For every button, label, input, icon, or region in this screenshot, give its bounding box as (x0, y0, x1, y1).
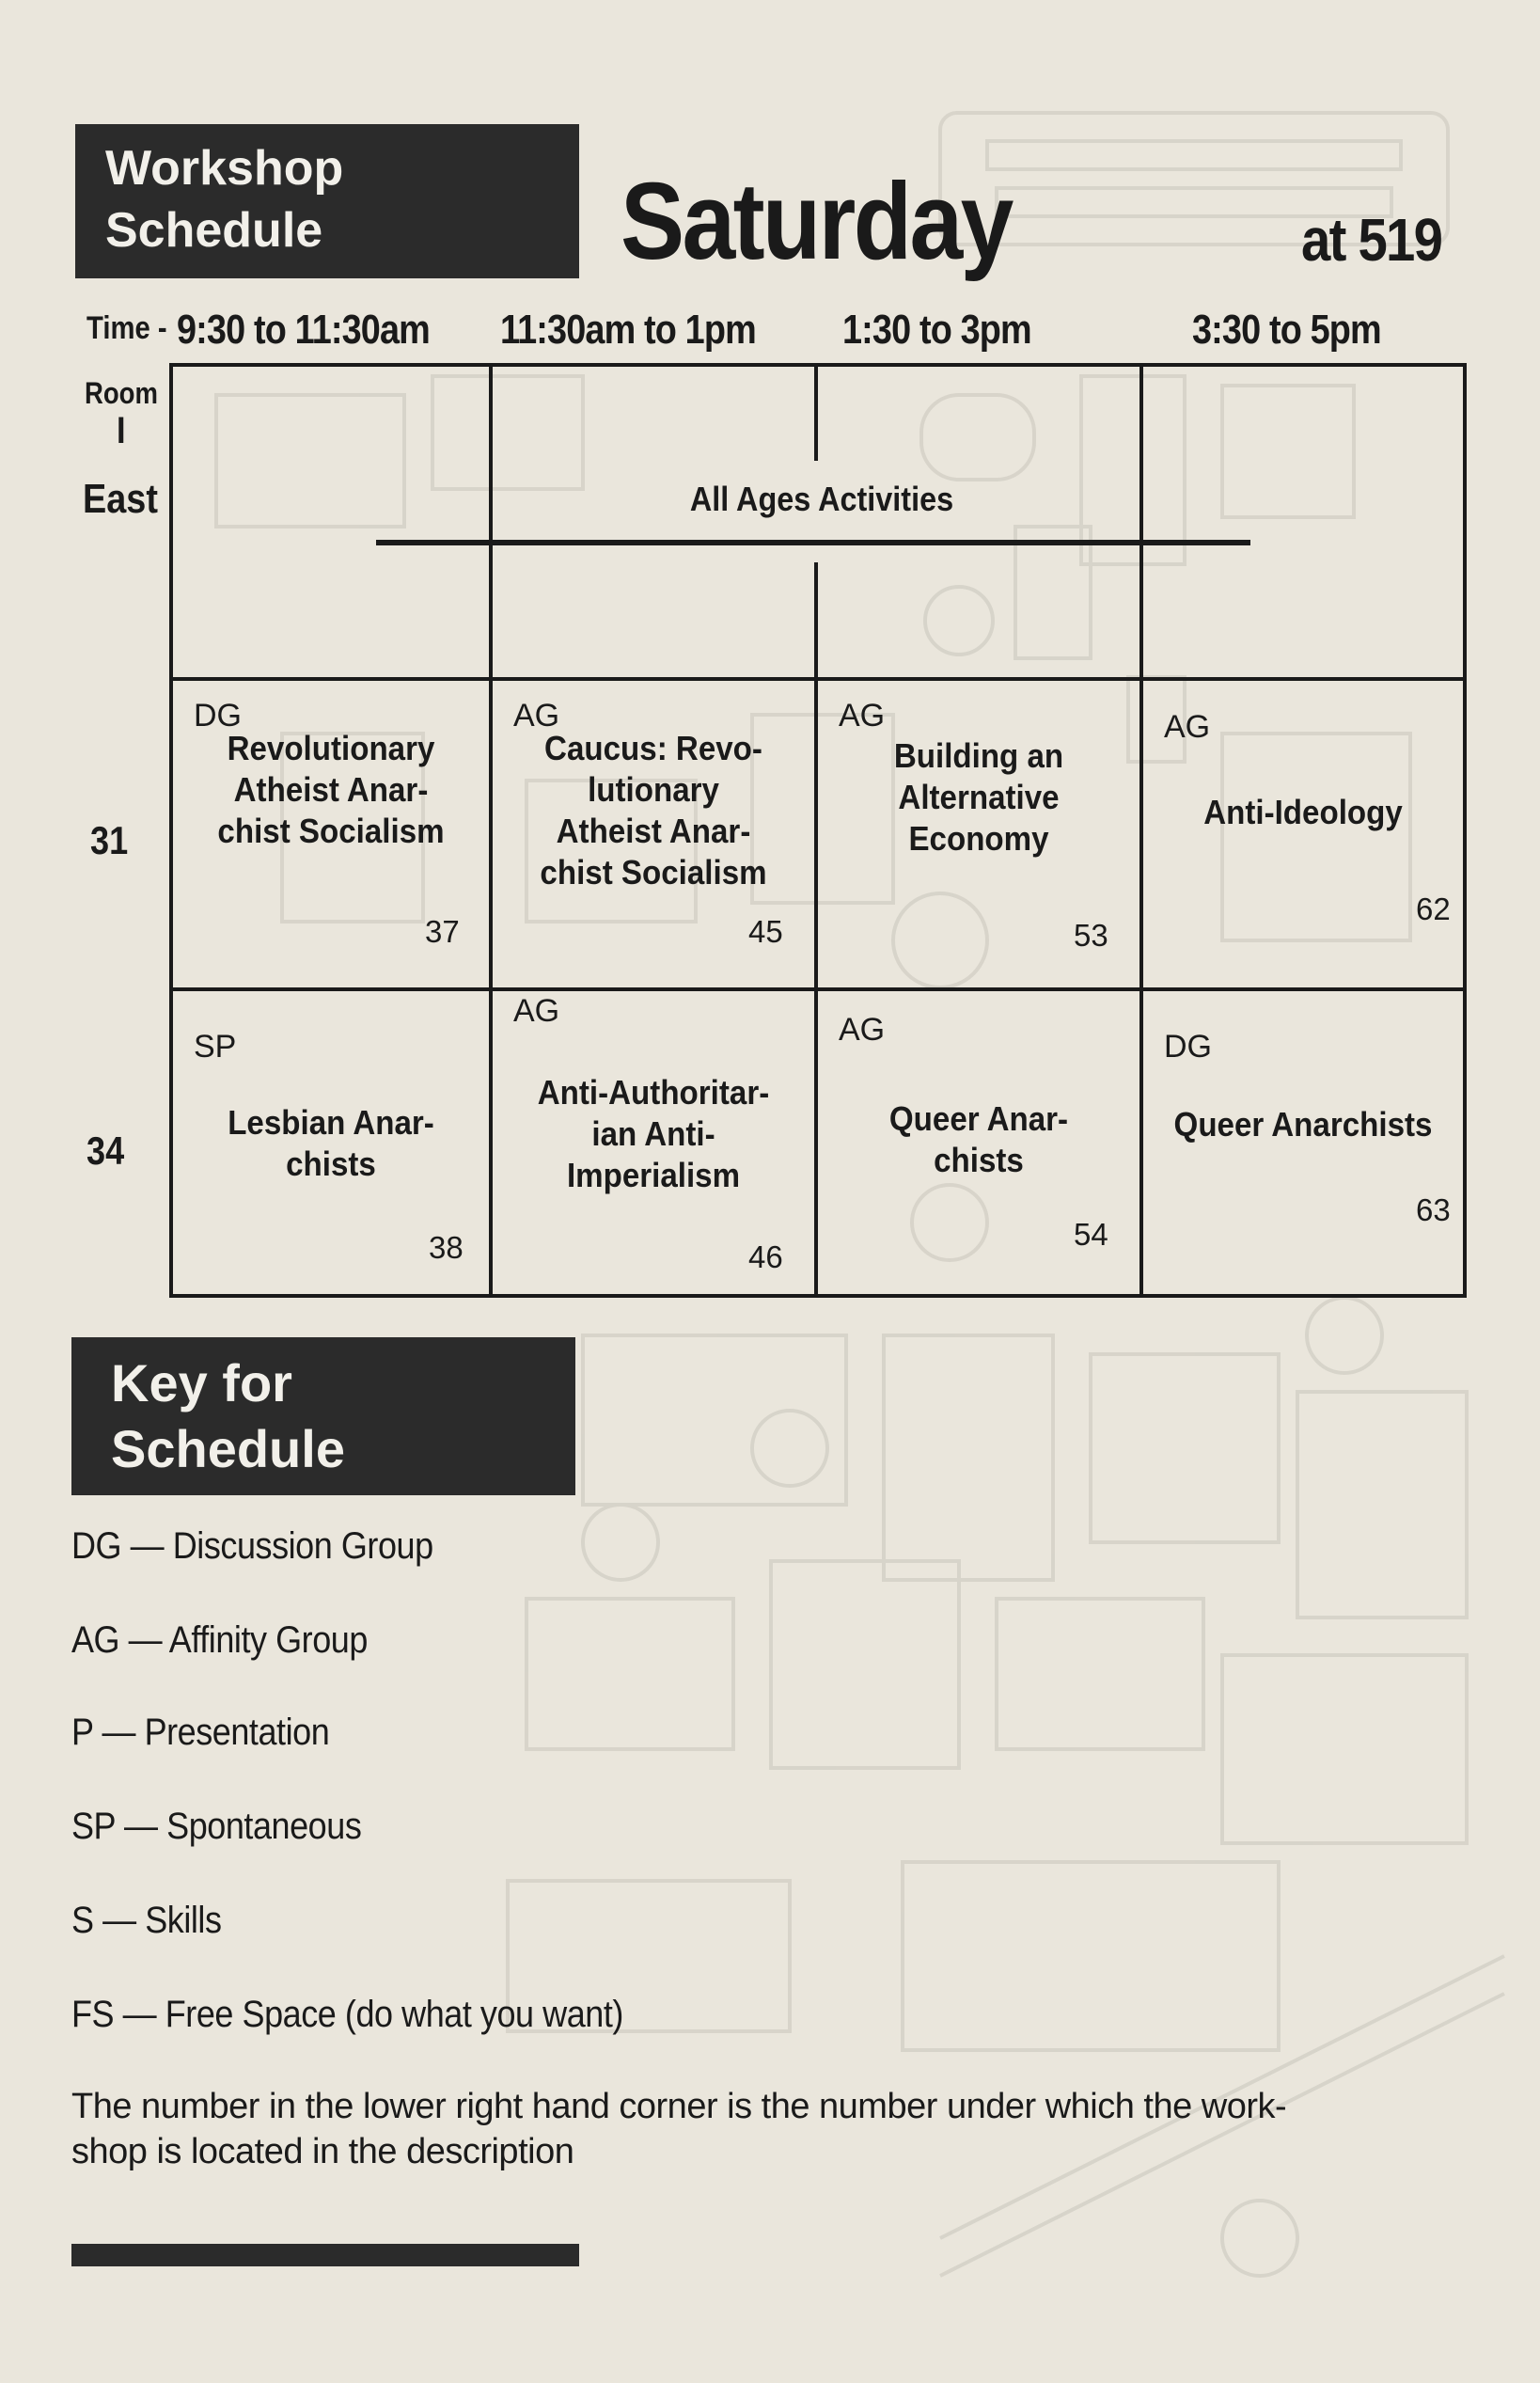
heading-line-2: Schedule (105, 203, 323, 258)
workshop-type: SP (194, 1029, 237, 1065)
workshop-number: 46 (748, 1239, 783, 1274)
workshop-cell (493, 681, 814, 987)
key-item-ag: AG — Affinity Group (71, 1619, 368, 1661)
title-line: ian Anti- (591, 1114, 715, 1153)
workshop-cell (818, 991, 1139, 1294)
venue-label: at 519 (1301, 206, 1442, 274)
key-for-schedule-heading (71, 1337, 575, 1495)
title-line: Alternative (898, 778, 1060, 816)
time-slot-1: 9:30 to 11:30am (177, 307, 430, 353)
workshop-cell (1143, 991, 1463, 1294)
workshop-type: AG (1164, 709, 1211, 745)
room-label-word: Room (85, 376, 158, 410)
room-label-numeral: I (117, 410, 126, 451)
workshop-title (185, 1102, 476, 1185)
grid-divider (814, 367, 818, 461)
workshop-type: AG (839, 698, 886, 734)
workshop-type: DG (194, 698, 242, 734)
key-item-p: P — Presentation (71, 1712, 330, 1753)
title-line: Building an (893, 736, 1064, 775)
workshop-type: DG (1164, 1029, 1212, 1065)
workshop-type: AG (513, 698, 560, 734)
workshop-number: 37 (425, 914, 460, 949)
workshop-cell (173, 681, 489, 987)
schedule-grid (169, 363, 1467, 1298)
key-item-dg: DG — Discussion Group (71, 1525, 433, 1567)
time-slot-3: 1:30 to 3pm (842, 307, 1031, 353)
title-line: Atheist Anar- (233, 770, 429, 809)
workshop-title (831, 1098, 1127, 1181)
title-line: Anti-Ideology (1203, 793, 1403, 831)
title-line: chist Socialism (217, 812, 445, 850)
workshop-cell (1143, 681, 1463, 987)
workshop-number: 54 (1074, 1217, 1108, 1252)
workshop-number: 53 (1074, 918, 1108, 953)
title-line: chists (286, 1144, 376, 1183)
note-line: The number in the lower right hand corner is the number under which the work- (71, 2087, 1287, 2126)
key-heading-line-2: Schedule (111, 1419, 345, 1478)
key-item-s: S — Skills (71, 1900, 222, 1941)
title-line: chist Socialism (540, 853, 767, 892)
workshop-number: 38 (429, 1230, 464, 1265)
workshop-title (185, 728, 476, 852)
title-line: Imperialism (566, 1156, 741, 1194)
workshop-cell (173, 991, 489, 1294)
title-line: Caucus: Revo- (544, 729, 762, 767)
workshop-title (831, 735, 1127, 860)
time-slot-4: 3:30 to 5pm (1192, 307, 1381, 353)
key-note (71, 2084, 1463, 2174)
time-slot-2: 11:30am to 1pm (500, 307, 756, 353)
workshop-title (1156, 1104, 1451, 1145)
all-ages-span-line (376, 540, 1250, 545)
note-line: shop is located in the description (71, 2132, 574, 2171)
workshop-title (506, 1072, 802, 1196)
workshop-type: AG (513, 993, 560, 1029)
all-ages-activities: All Ages Activities (689, 480, 954, 518)
workshop-schedule-heading (75, 124, 579, 278)
workshop-number: 45 (748, 914, 783, 949)
title-line: Revolutionary (227, 729, 435, 767)
time-label: Time - (86, 310, 167, 346)
title-line: Queer Anar- (888, 1099, 1069, 1138)
workshop-cell (493, 991, 814, 1294)
workshop-title (506, 728, 802, 893)
day-title: Saturday (621, 160, 1012, 282)
title-line: Anti-Authoritar- (537, 1073, 770, 1112)
title-line: Lesbian Anar- (228, 1103, 434, 1142)
key-heading-line-1: Key for (111, 1353, 292, 1412)
workshop-number: 63 (1416, 1192, 1451, 1227)
workshop-title (1156, 792, 1451, 833)
room-label-31: 31 (90, 818, 129, 862)
title-line: Queer Anarchists (1173, 1105, 1433, 1144)
title-line: Atheist Anar- (556, 812, 751, 850)
key-item-sp: SP — Spontaneous (71, 1806, 362, 1847)
title-line: lutionary (588, 770, 719, 809)
workshop-type: AG (839, 1012, 886, 1048)
key-item-fs: FS — Free Space (do what you want) (71, 1994, 623, 2035)
heading-line-1: Workshop (105, 141, 344, 196)
room-label-east: East (83, 476, 158, 522)
room-label-34: 34 (86, 1128, 125, 1173)
title-line: chists (934, 1141, 1024, 1179)
workshop-number: 62 (1416, 892, 1451, 926)
decorative-bar (71, 2244, 579, 2266)
workshop-cell (818, 681, 1139, 987)
title-line: Economy (908, 819, 1049, 858)
